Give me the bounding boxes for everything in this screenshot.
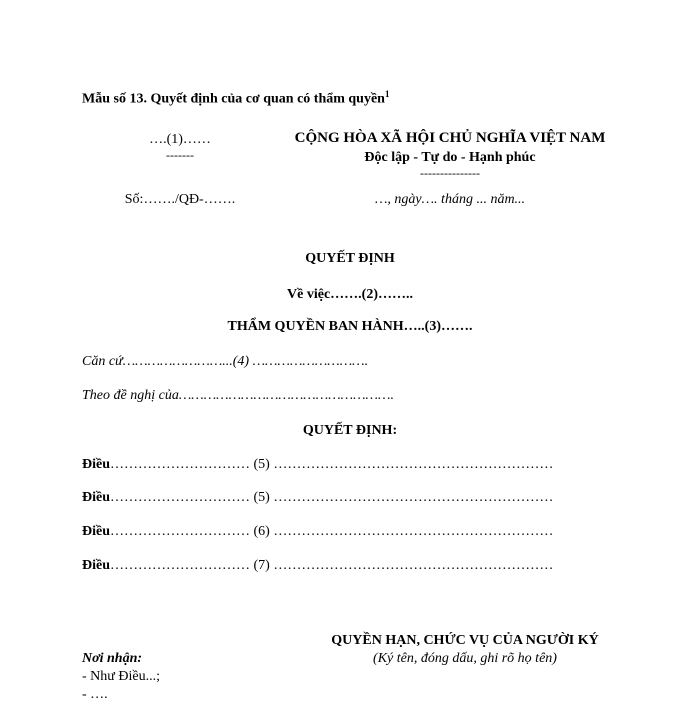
proposal-line: Theo đề nghị của……………………………………………. bbox=[82, 388, 394, 403]
article-3 bbox=[82, 524, 553, 540]
article-text: ………………………… (5) …………………………………………………… bbox=[110, 457, 554, 472]
decide-heading: QUYẾT ĐỊNH: bbox=[302, 423, 398, 438]
document-number: Số:……./QĐ-……. bbox=[124, 192, 236, 207]
recipient-item: - Như Điều...; bbox=[82, 669, 160, 684]
document-subject: Về việc…….(2)…….. bbox=[287, 287, 413, 302]
article-2 bbox=[82, 490, 553, 506]
recipient-item: - …. bbox=[82, 687, 108, 702]
issuing-authority: THẨM QUYỀN BAN HÀNH…..(3)……. bbox=[227, 319, 473, 334]
article-label: Điều bbox=[82, 457, 110, 472]
agency-rule: ------- bbox=[166, 148, 194, 162]
signer-title: QUYỀN HẠN, CHỨC VỤ CỦA NGƯỜI KÝ bbox=[331, 633, 599, 648]
article-1 bbox=[82, 457, 553, 473]
article-label: Điều bbox=[82, 490, 110, 505]
national-motto: Độc lập - Tự do - Hạnh phúc bbox=[364, 150, 536, 165]
article-text: ………………………… (5) …………………………………………………… bbox=[110, 490, 554, 505]
date-line: …, ngày…. tháng ... năm... bbox=[374, 192, 526, 207]
article-4 bbox=[82, 558, 553, 574]
article-text: ………………………… (6) …………………………………………………… bbox=[110, 524, 554, 539]
national-name: CỘNG HÒA XÃ HỘI CHỦ NGHĨA VIỆT NAM bbox=[294, 130, 606, 146]
signer-note: (Ký tên, đóng dấu, ghi rõ họ tên) bbox=[373, 651, 557, 666]
issuing-agency: ….(1)…… bbox=[149, 132, 211, 147]
article-text: ………………………… (7) …………………………………………………… bbox=[110, 558, 554, 573]
motto-rule: --------------- bbox=[420, 166, 480, 180]
document-title: QUYẾT ĐỊNH bbox=[305, 251, 395, 266]
recipients-heading: Nơi nhận: bbox=[82, 651, 143, 666]
article-label: Điều bbox=[82, 524, 110, 539]
form-heading bbox=[82, 89, 389, 108]
form-heading-text: Mẫu số 13. Quyết định của cơ quan có thẩm quyền bbox=[82, 91, 385, 107]
article-label: Điều bbox=[82, 558, 110, 573]
footnote-marker: 1 bbox=[384, 89, 390, 99]
legal-basis: Căn cứ……………………...(4) ………………………. bbox=[82, 354, 369, 369]
